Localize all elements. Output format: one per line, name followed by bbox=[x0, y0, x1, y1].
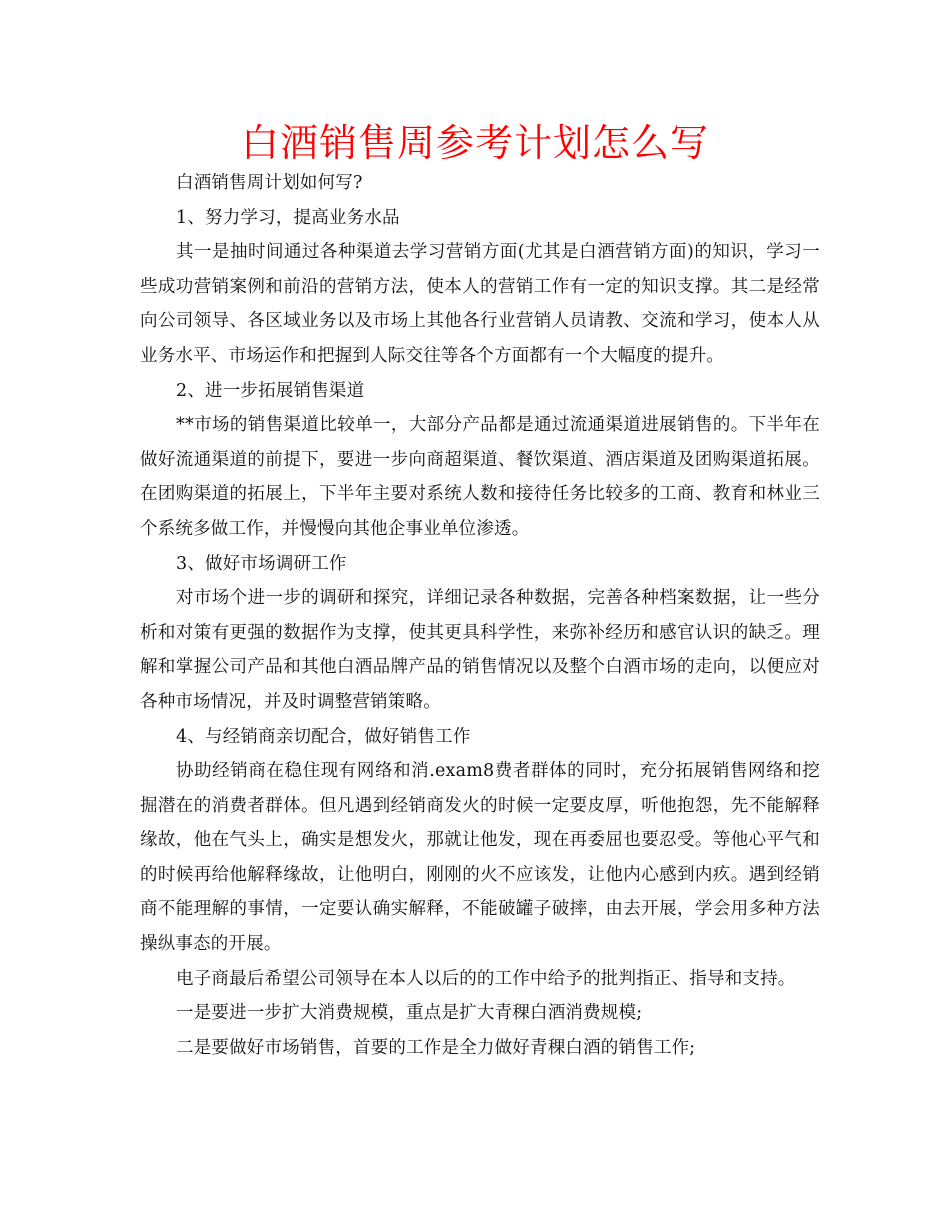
document-title: 白酒销售周参考计划怎么写 bbox=[240, 121, 709, 165]
document-body bbox=[140, 166, 820, 1065]
goal-item-1: 一是要进一步扩大消费规模，重点是扩大青稞白酒消费规模; bbox=[176, 1003, 643, 1024]
section-paragraph-1: 其一是抽时间通过各种渠道去学习营销方面(尤其是白酒营销方面)的知识，学习一些成功营销案例和前沿的营销方法，使本人的营销工作有一定的知识支撑。其二是经常向公司领导、各区域业务以及市场上其他各行业营销人员请教、交流和学习，使本人从业务水平、市场运作和把握到人际交往等各个方面都有一个大幅度的提升。 bbox=[140, 242, 820, 366]
closing-paragraph: 电子商最后希望公司领导在本人以后的的工作中给予的批判指正、指导和支持。 bbox=[176, 968, 796, 989]
intro-question: 白酒销售周计划如何写? bbox=[176, 173, 363, 193]
section-heading-2: 2、进一步拓展销售渠道 bbox=[176, 380, 365, 401]
goal-item-2: 二是要做好市场销售，首要的工作是全力做好青稞白酒的销售工作; bbox=[176, 1037, 696, 1058]
section-paragraph-3: 对市场个进一步的调研和探究，详细记录各种数据，完善各种档案数据，让一些分析和对策有更强的数据作为支撑，使其更具科学性，来弥补经历和感官认识的缺乏。理解和掌握公司产品和其他白酒品牌产品的销售情况以及整个白酒市场的走向，以便应对各种市场情况，并及时调整营销策略。 bbox=[140, 588, 820, 712]
section-heading-3: 3、做好市场调研工作 bbox=[176, 553, 347, 574]
section-paragraph-4: 协助经销商在稳住现有网络和消.exam8费者群体的同时，充分拓展销售网络和挖掘潜在的消费者群体。但凡遇到经销商发火的时候一定要皮厚，听他抱怨，先不能解释缘故，他在气头上，确实是想发火，那就让他发，现在再委屈也要忍受。等他心平气和的时候再给他解释缘故，让他明白，刚刚的火不应该发，让他内心感到内疚。遇到经销商不能理解的事情，一定要认确实解释，不能破罐子破摔，由去开展，学会用多种方法操纵事态的开展。 bbox=[140, 761, 820, 955]
section-paragraph-2: **市场的销售渠道比较单一，大部分产品都是通过流通渠道进展销售的。下半年在做好流通渠道的前提下，要进一步向商超渠道、餐饮渠道、酒店渠道及团购渠道拓展。在团购渠道的拓展上，下半年主要对系统人数和接待任务比较多的工商、教育和林业三个系统多做工作，并慢慢向其他企事业单位渗透。 bbox=[140, 415, 820, 539]
section-heading-1: 1、努力学习，提高业务水品 bbox=[176, 207, 400, 228]
section-heading-4: 4、与经销商亲切配合，做好销售工作 bbox=[176, 726, 471, 747]
